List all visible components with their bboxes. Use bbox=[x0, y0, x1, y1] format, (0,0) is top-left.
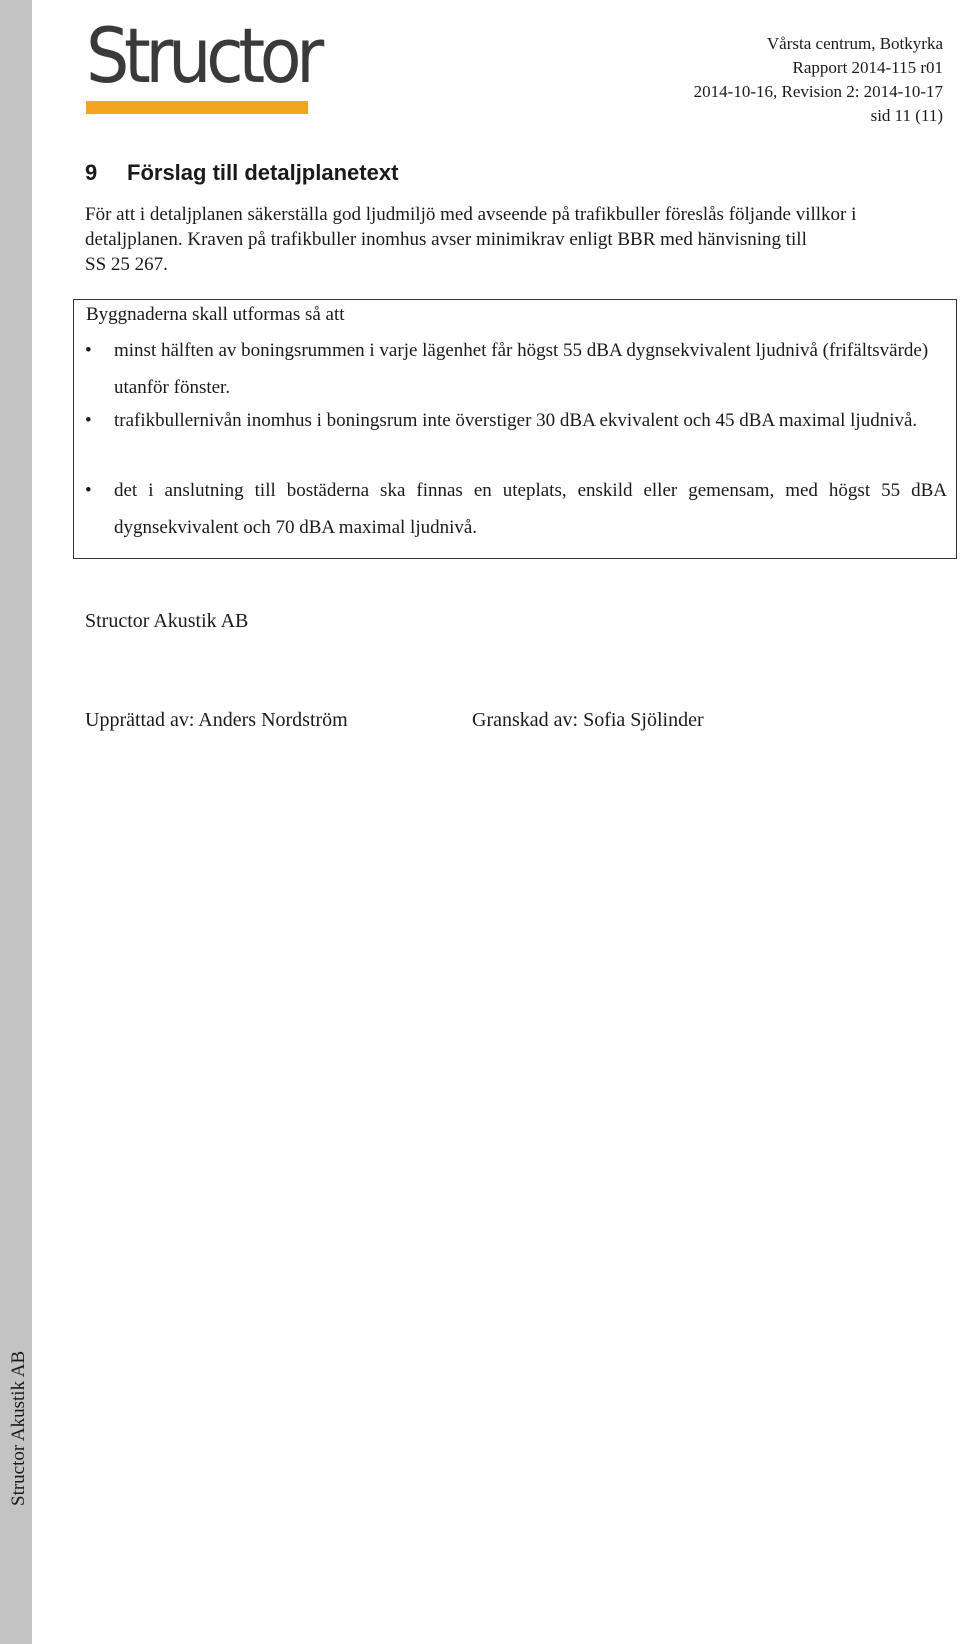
header-report: Rapport 2014-115 r01 bbox=[792, 58, 943, 77]
bullet-icon: • bbox=[85, 410, 92, 431]
list-item-text: det i anslutning till bostäderna ska finnas en uteplats, enskild eller gemensam, med högst 55 dBA dygnsekvivalent och 70 dBA maximal ljudnivå. bbox=[114, 480, 947, 538]
intro-line: detaljplanen. Kraven på trafikbuller inomhus avser minimikrav enligt BBR med hänvisning till bbox=[85, 229, 807, 250]
box-lead-text: Byggnaderna skall utformas så att bbox=[86, 304, 345, 325]
page-header bbox=[694, 32, 943, 128]
section-title: Förslag till detaljplanetext bbox=[127, 160, 399, 185]
list-item bbox=[85, 472, 947, 546]
header-page: sid 11 (11) bbox=[870, 106, 943, 125]
section-number: 9 bbox=[85, 160, 98, 185]
logo-underline-bar bbox=[86, 101, 308, 114]
prepared-by: Upprättad av: Anders Nordström bbox=[85, 709, 348, 731]
list-item-text: trafikbullernivån inomhus i boningsrum inte överstiger 30 dBA ekvivalent och 45 dBA maximal ljudnivå. bbox=[114, 410, 918, 431]
section-heading bbox=[85, 160, 398, 186]
company-name: Structor Akustik AB bbox=[85, 610, 249, 632]
list-item bbox=[85, 332, 947, 406]
list-item bbox=[85, 402, 947, 439]
intro-paragraph bbox=[85, 202, 945, 277]
side-label-text: Structor Akustik AB bbox=[8, 1350, 29, 1506]
intro-line: För att i detaljplanen säkerställa god ljudmiljö med avseende på trafikbuller föreslås följande villkor i bbox=[85, 204, 857, 225]
bullet-icon: • bbox=[85, 480, 92, 501]
structor-logo bbox=[86, 11, 319, 116]
logo-wordmark: Structor bbox=[86, 11, 319, 100]
header-date: 2014-10-16, Revision 2: 2014-10-17 bbox=[693, 82, 943, 101]
requirements-box bbox=[73, 299, 957, 559]
bullet-icon: • bbox=[85, 340, 92, 361]
list-item-text: minst hälften av boningsrummen i varje lägenhet får högst 55 dBA dygnsekvivalent ljudnivå (frifältsvärde) utanför fönster. bbox=[114, 340, 929, 398]
intro-line: SS 25 267. bbox=[85, 254, 168, 275]
header-project: Vårsta centrum, Botkyrka bbox=[766, 34, 943, 53]
reviewed-by: Granskad av: Sofia Sjölinder bbox=[472, 709, 704, 731]
